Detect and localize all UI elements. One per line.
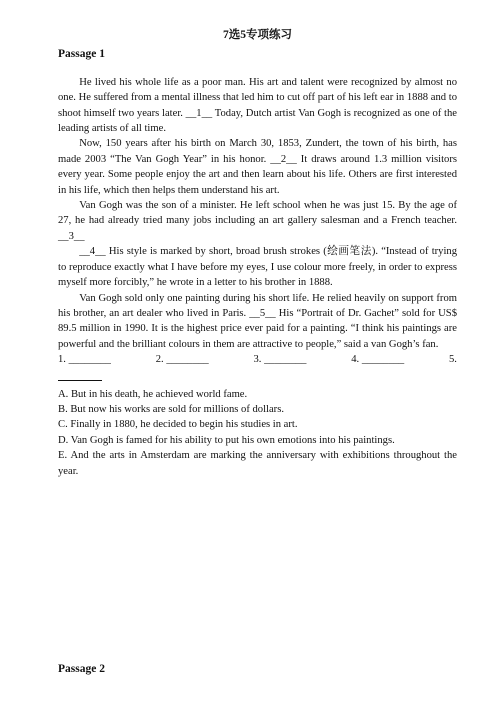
- option-a: A. But in his death, he achieved world fame.: [58, 388, 248, 400]
- answer-row: [58, 352, 457, 367]
- options-list: [58, 387, 457, 479]
- answer-blank-4[interactable]: 4. ________: [351, 354, 405, 366]
- option-c: C. Finally in 1880, he decided to begin his studies in art.: [58, 419, 298, 431]
- paragraph-5: Van Gogh sold only one painting during his short life. He relied heavily on support from his brother, an art dealer who lived in Paris. __5__ His “Portrait of Dr. Gachet” sold for US$ 89.5 million in 1990. It is the highest price ever paid for a painting. “I think his paintings are powerful and the brilliant colours in them are attractive to people,” said a van Gogh’s fan.: [58, 292, 457, 350]
- page-title: 7选5专项练习: [223, 29, 292, 41]
- paragraph-4: __4__ His style is marked by short, broad brush strokes (绘画笔法). “Instead of trying to reproduce exactly what I have before my eyes, I use colour more freely, in order to express myself more forcibly,” he wrote in a letter to his brother in 1888.: [58, 246, 457, 289]
- paragraph-1: He lived his whole life as a poor man. His art and talent were recognized by almost no one. He suffered from a mental illness that led him to cut off part of his left ear in 1888 and to shoot himself two years later. __1__ Today, Dutch artist Van Gogh is recognized as one of the leading artists of all time.: [58, 76, 457, 135]
- option-d: D. Van Gogh is famed for his ability to put his own emotions into his paintings.: [58, 434, 395, 446]
- answer-blank-1[interactable]: 1. ________: [58, 354, 111, 366]
- option-b: B. But now his works are sold for millions of dollars.: [58, 403, 284, 415]
- paragraph-3: Van Gogh was the son of a minister. He left school when he was just 15. By the age of 27, he had already tried many jobs including an art gallery salesman and a French teacher. __3__: [58, 200, 457, 242]
- passage-2-label: Passage 2: [58, 663, 105, 675]
- option-e: E. And the arts in Amsterdam are marking the anniversary with exhibitions throughout the year.: [58, 450, 457, 477]
- answer-blank-5-line: [58, 368, 102, 381]
- answer-blank-5[interactable]: 5.: [449, 354, 457, 366]
- answer-blank-2[interactable]: 2. ________: [155, 354, 209, 366]
- answer-blank-3[interactable]: 3. ________: [253, 354, 307, 366]
- passage-1-label: Passage 1: [58, 48, 105, 61]
- paragraph-2: Now, 150 years after his birth on March 30, 1853, Zundert, the town of his birth, has made 2003 “The Van Gogh Year” in his honor. __2__ It draws around 1.3 million visitors every year. Some people enjoy the art and then learn about his life. Others are first interested in his life, which then helps them understand his art.: [58, 138, 457, 196]
